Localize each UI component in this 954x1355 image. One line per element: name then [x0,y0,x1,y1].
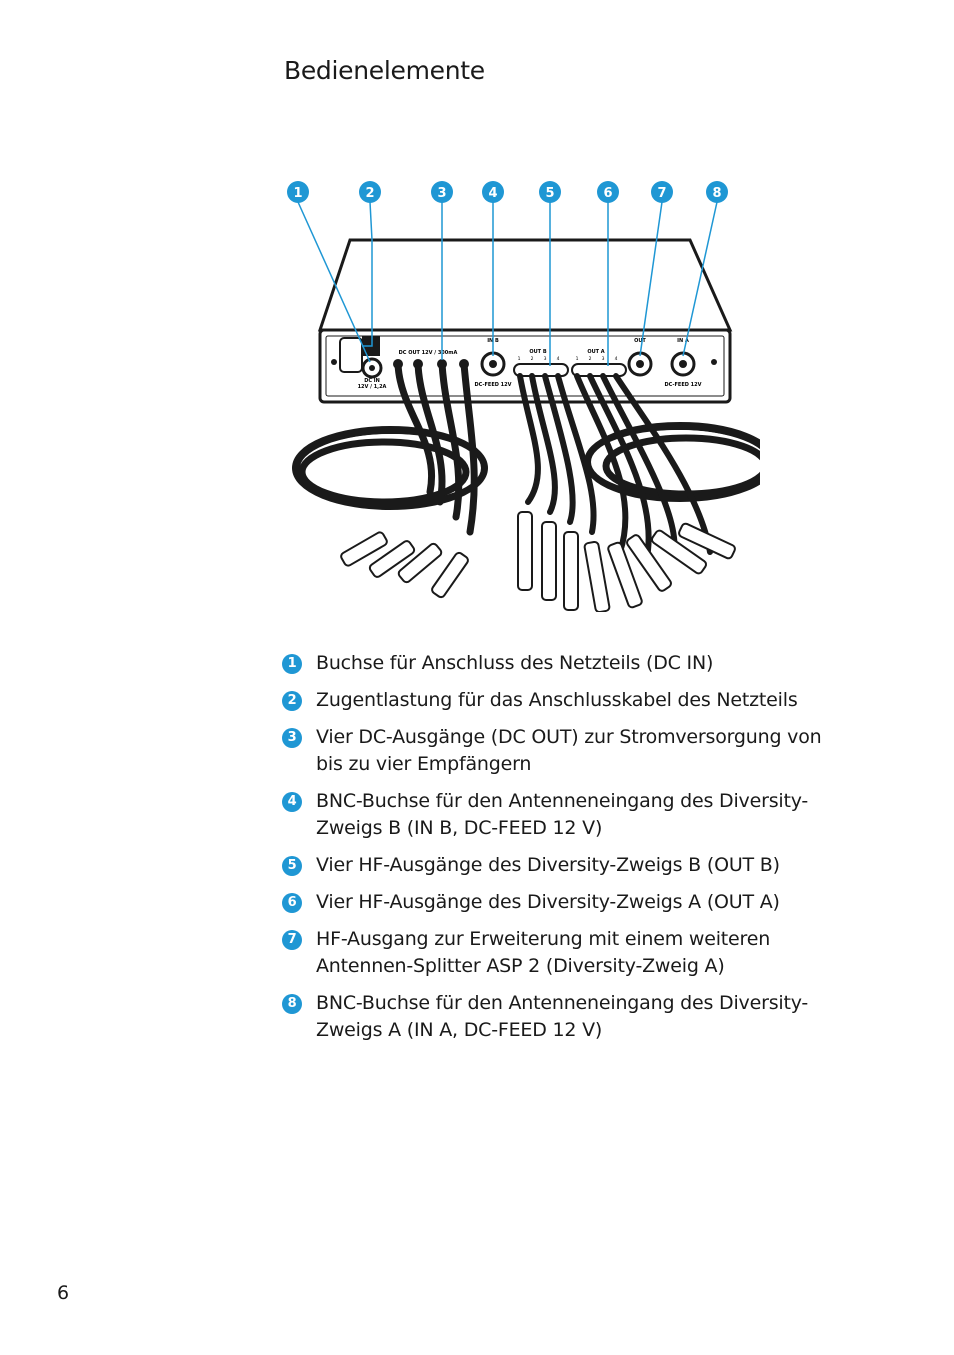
legend-text: Buchse für Anschluss des Netzteils (DC IN) [316,652,714,674]
legend-text: Vier DC-Ausgänge (DC OUT) zur Stromversorgung von bis zu vier Empfängern [316,726,822,775]
callouts [287,181,728,203]
legend-number-badge: 4 [282,792,302,812]
callout-2: 2 [365,186,375,201]
label-dc-out: DC OUT 12V / 300mA [398,350,458,356]
legend-text: Zugentlastung für das Anschlusskabel des Netzteils [316,689,798,711]
port-number: 3 [543,357,547,362]
legend-item [282,650,852,677]
port-number: 4 [556,357,560,362]
callout-5: 5 [545,186,555,201]
callout-3: 3 [437,186,447,201]
legend-text: Vier HF-Ausgänge des Diversity-Zweigs B (OUT B) [316,854,780,876]
port-number: 1 [575,357,579,362]
callout-6: 6 [603,186,613,201]
legend-item [282,926,852,980]
port-number: 4 [614,357,618,362]
legend-text: Vier HF-Ausgänge des Diversity-Zweigs A (OUT A) [316,891,780,913]
callout-7: 7 [657,186,667,201]
label-dc-feed-b: DC-FEED 12V [474,382,512,388]
legend-item [282,852,852,879]
legend-item [282,889,852,916]
legend-number-badge: 6 [282,893,302,913]
label-out-a: OUT A [587,349,605,355]
label-dc-in: DC IN [364,378,380,384]
label-dc-feed-a: DC-FEED 12V [664,382,702,388]
legend-number-badge: 1 [282,654,302,674]
port-number: 3 [601,357,605,362]
legend-text: BNC-Buchse für den Antenneneingang des Diversity-Zweigs A (IN A, DC-FEED 12 V) [316,992,809,1041]
legend-item [282,687,852,714]
callout-8: 8 [712,186,722,201]
page-number: 6 [57,1282,70,1304]
legend-item [282,788,852,842]
label-in-a: IN A [677,338,689,344]
splitter-device [320,240,730,402]
page-title: Bedienelemente [284,56,485,85]
port-number: 2 [530,357,534,362]
legend-item [282,990,852,1044]
label-dc-in-rating: 12V / 1,2A [357,384,387,390]
legend-number-badge: 5 [282,856,302,876]
port-number: 1 [517,357,521,362]
label-out-b: OUT B [529,349,547,355]
port-number: 2 [588,357,592,362]
label-in-b: IN B [487,338,499,344]
dc-plugs [340,531,470,599]
label-out: OUT [634,338,646,344]
legend-number-badge: 2 [282,691,302,711]
legend-text: BNC-Buchse für den Antenneneingang des Diversity-Zweigs B (IN B, DC-FEED 12 V) [316,790,809,839]
legend-number-badge: 3 [282,728,302,748]
legend-list [282,650,852,1054]
callout-1: 1 [293,186,303,201]
device-illustration [280,172,760,612]
legend-item [282,724,852,778]
legend-number-badge: 7 [282,930,302,950]
callout-4: 4 [488,186,498,201]
legend-text: HF-Ausgang zur Erweiterung mit einem weiteren Antennen-Splitter ASP 2 (Diversity-Zweig A) [316,928,771,977]
legend-number-badge: 8 [282,994,302,1014]
